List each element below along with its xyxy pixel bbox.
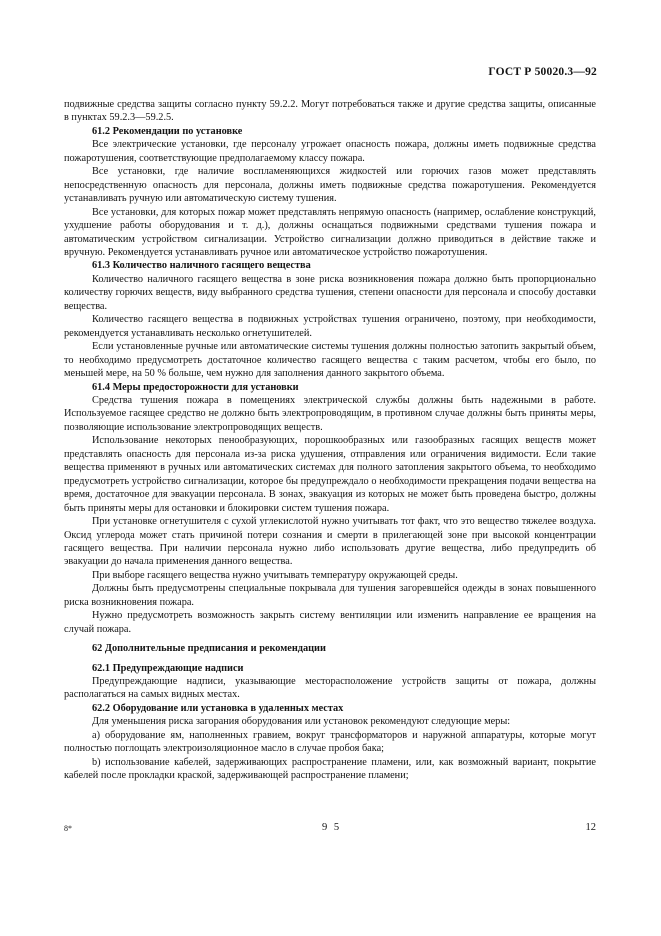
paragraph: Средства тушения пожара в помещениях электрической службы должны быть надежными в работе. Используемое гасящее средство не должно быть электропроводящим, в противном случае должны быть приняты меры, позволяющие использование электропроводящих веществ. — [64, 394, 596, 433]
paragraph: Должны быть предусмотрены специальные покрывала для тушения загоревшейся одежды в зонах повышенного риска возникновения пожара. — [64, 583, 596, 608]
paragraph: Если установленные ручные или автоматические системы тушения должны полностью затопить закрытый объем, то необходимо предусмотреть достаточное количество гасящего вещества с таким расчетом, чтобы его было, по меньшей мере, на 50 % больше, чем нужно для заполнения данного закрытого объема. — [64, 341, 596, 380]
paragraph: При установке огнетушителя с сухой углекислотой нужно учитывать тот факт, что это вещество тяжелее воздуха. Оксид углерода может стать причиной потери сознания и смерти в прилегающей зоне при высокой концентрации гасящего вещества. При наличии персонала нужно либо использовать другие вещества, либо предупредить об эвакуации до начала применения данного вещества. — [64, 516, 596, 568]
section-heading: 61.4 Меры предосторожности для установки — [92, 381, 299, 393]
paragraph: подвижные средства защиты согласно пункту 59.2.2. Могут потребоваться также и другие средства защиты, описанные в пунктах 59.2.3—59.2.5. — [64, 99, 596, 124]
document-code: ГОСТ Р 50020.3—92 — [488, 66, 597, 78]
paragraph: Все электрические установки, где персоналу угрожает опасность пожара, должны иметь подвижные средства пожаротушения, соответствующие предполагаемому классу пожара. — [64, 139, 596, 164]
section-heading: 61.3 Количество наличного гасящего вещества — [92, 260, 311, 272]
paragraph: а) оборудование ям, наполненных гравием, вокруг трансформаторов и наружной аппаратуры, которые могут полностью поглощать электроизоляционное масло в случае пробоя бака; — [64, 729, 596, 755]
paragraph: Количество гасящего вещества в подвижных устройствах тушения ограничено, поэтому, при необходимости, рекомендуется устанавливать несколько огнетушителей. — [64, 314, 596, 339]
paragraph: Все установки, для которых пожар может представлять непрямую опасность (например, ослабление конструкций, ухудшение работы оборудования и т. д.), должны оснащаться подвижными средствами тушения пожара и автоматическим устройством сигнализации. Устройство сигнализации должно приводиться в действие также и вручную. Рекомендуется устанавливать ручное или автоматическое устройство пожаротушения. — [64, 206, 596, 258]
footer-sheet-mark: 8* — [64, 824, 72, 833]
paragraph: b) использование кабелей, задерживающих распространение пламени, или, как возможный вариант, покрытие кабелей после прокладки краской, задерживающей распространение пламени; — [64, 756, 596, 782]
paragraph: Использование некоторых пенообразующих, порошкообразных или газообразных гасящих веществ может представлять опасность для персонала из-за риска удушения, отправления или ограничения видимости. Если такие вещества применяют в ручных или автоматических системах для полного затопления закрытого объема, то необходимо предусмотреть устройство сигнализации, которое бы предупреждало о необходимости прекращения подачи вещества на время, достаточное для эвакуации персонала. В зонах, эвакуация из которых не может быть проведена быстро, должны быть приняты меры для остановки и блокировки систем тушения пожара. — [64, 435, 596, 514]
section-heading: 62 Дополнительные предписания и рекомендации — [92, 643, 326, 655]
footer-center-number: 9 5 — [322, 822, 342, 833]
section-heading: 62.1 Предупреждающие надписи — [92, 662, 244, 674]
paragraph: Количество наличного гасящего вещества в зоне риска возникновения пожара должно быть пропорционально количеству горючих веществ, виду выбранного средства тушения, степени опасности для персонала и способу доставки вещества. — [64, 273, 596, 312]
section-heading: 62.2 Оборудование или установка в удаленных местах — [92, 702, 344, 714]
paragraph: Для уменьшения риска загорания оборудования или установок рекомендуют следующие меры: — [92, 716, 511, 728]
paragraph: При выборе гасящего вещества нужно учитывать температуру окружающей среды. — [92, 569, 458, 581]
paragraph: Все установки, где наличие воспламеняющихся жидкостей или горючих газов может представлять непосредственную опасность для персонала, должны иметь подвижные средства пожаротушения. Рекомендуется устанавливать ручную или автоматическую систему тушения. — [64, 166, 596, 205]
section-heading: 61.2 Рекомендации по установке — [92, 125, 243, 137]
document-body — [64, 98, 596, 783]
paragraph: Нужно предусмотреть возможность закрыть систему вентиляции или изменить направление ее вращения на случай пожара. — [64, 610, 596, 635]
paragraph: Предупреждающие надписи, указывающие месторасположение устройств защиты от пожара, должны располагаться на самых видных местах. — [64, 676, 596, 701]
page-number: 12 — [585, 822, 596, 833]
